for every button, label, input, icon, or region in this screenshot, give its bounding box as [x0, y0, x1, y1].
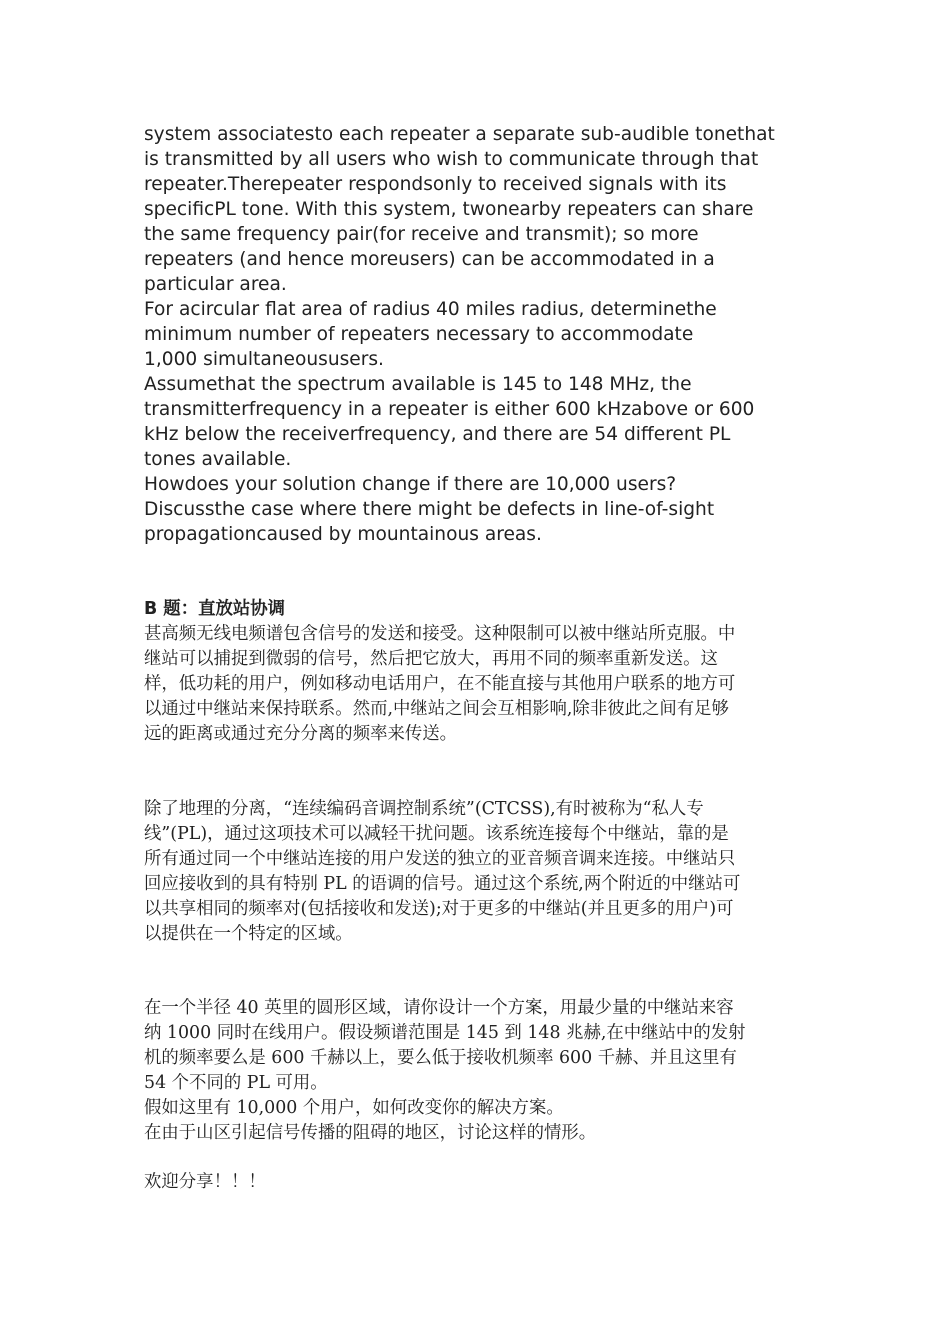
english-text-line: propagationcaused by mountainous areas.	[144, 524, 542, 545]
english-problem-text	[144, 122, 814, 547]
closing-text: 欢迎分享！！！	[144, 1172, 266, 1192]
closing-line	[144, 1170, 804, 1195]
english-text-line: is transmitted by all users who wish to communicate through that	[144, 149, 759, 170]
english-text-line: For acircular flat area of radius 40 miles radius, determinethe	[144, 299, 717, 320]
english-text-line: the same frequency pair(for receive and transmit); so more	[144, 224, 699, 245]
chinese-text-line: 继站可以捕捉到微弱的信号，然后把它放大，再用不同的频率重新发送。这	[144, 649, 718, 669]
chinese-text-line: 假如这里有 10,000 个用户，如何改变你的解决方案。	[144, 1098, 564, 1118]
english-text-line: repeaters (and hence moreusers) can be accommodated in a	[144, 249, 715, 270]
chinese-text-line: 所有通过同一个中继站连接的用户发送的独立的亚音频音调来连接。中继站只	[144, 849, 736, 869]
english-text-line: repeater.Therepeater respondsonly to received signals with its	[144, 174, 727, 195]
english-text-line: Howdoes your solution change if there are 10,000 users?	[144, 474, 677, 495]
chinese-text-line: 甚高频无线电频谱包含信号的发送和接受。这种限制可以被中继站所克服。中	[144, 624, 736, 644]
english-text-line: Discussthe case where there might be defects in line-of-sight	[144, 499, 715, 520]
english-text-line: Assumethat the spectrum available is 145 to 148 MHz, the	[144, 374, 692, 395]
chinese-text-line: 机的频率要么是 600 千赫以上，要么低于接收机频率 600 千赫、并且这里有	[144, 1048, 737, 1068]
chinese-text-line: 以通过中继站来保持联系。然而,中继站之间会互相影响,除非彼此之间有足够	[144, 699, 729, 719]
english-text-line: specificPL tone. With this system, twonearby repeaters can share	[144, 199, 754, 220]
chinese-text-line: 在一个半径 40 英里的圆形区域，请你设计一个方案，用最少量的中继站来容	[144, 998, 734, 1018]
chinese-text-line: 回应接收到的具有特别 PL 的语调的信号。通过这个系统,两个附近的中继站可	[144, 874, 741, 894]
english-text-line: 1,000 simultaneoususers.	[144, 349, 384, 370]
chinese-text-line: 样，低功耗的用户，例如移动电话用户，在不能直接与其他用户联系的地方可	[144, 674, 736, 694]
chinese-text-line: 远的距离或通过充分分离的频率来传送。	[144, 724, 458, 744]
english-text-line: tones available.	[144, 449, 292, 470]
chinese-paragraph-1	[144, 622, 804, 747]
chinese-text-line: 以共享相同的频率对(包括接收和发送);对于更多的中继站(并且更多的用户)可	[144, 899, 734, 919]
english-text-line: minimum number of repeaters necessary to accommodate	[144, 324, 694, 345]
chinese-text-line: 除了地理的分离，“连续编码音调控制系统”(CTCSS),有时被称为“私人专	[144, 799, 704, 819]
chinese-text-line: 54 个不同的 PL 可用。	[144, 1073, 328, 1093]
chinese-paragraph-3	[144, 996, 804, 1146]
chinese-text-line: 纳 1000 同时在线用户。假设频谱范围是 145 到 148 兆赫,在中继站中的发射	[144, 1023, 746, 1043]
chinese-text-line: 线”(PL)，通过这项技术可以减轻干扰问题。该系统连接每个中继站，靠的是	[144, 824, 729, 844]
chinese-text-line: 以提供在一个特定的区域。	[144, 924, 353, 944]
chinese-paragraph-2	[144, 797, 804, 947]
english-text-line: system associatesto each repeater a separate sub-audible tonethat	[144, 124, 775, 145]
chinese-text-line: 在由于山区引起信号传播的阻碍的地区，讨论这样的情形。	[144, 1123, 597, 1143]
problem-b-heading: B 题：直放站协调	[144, 599, 286, 619]
english-text-line: transmitterfrequency in a repeater is either 600 kHzabove or 600	[144, 399, 755, 420]
english-text-line: kHz below the receiverfrequency, and there are 54 different PL	[144, 424, 731, 445]
english-text-line: particular area.	[144, 274, 287, 295]
